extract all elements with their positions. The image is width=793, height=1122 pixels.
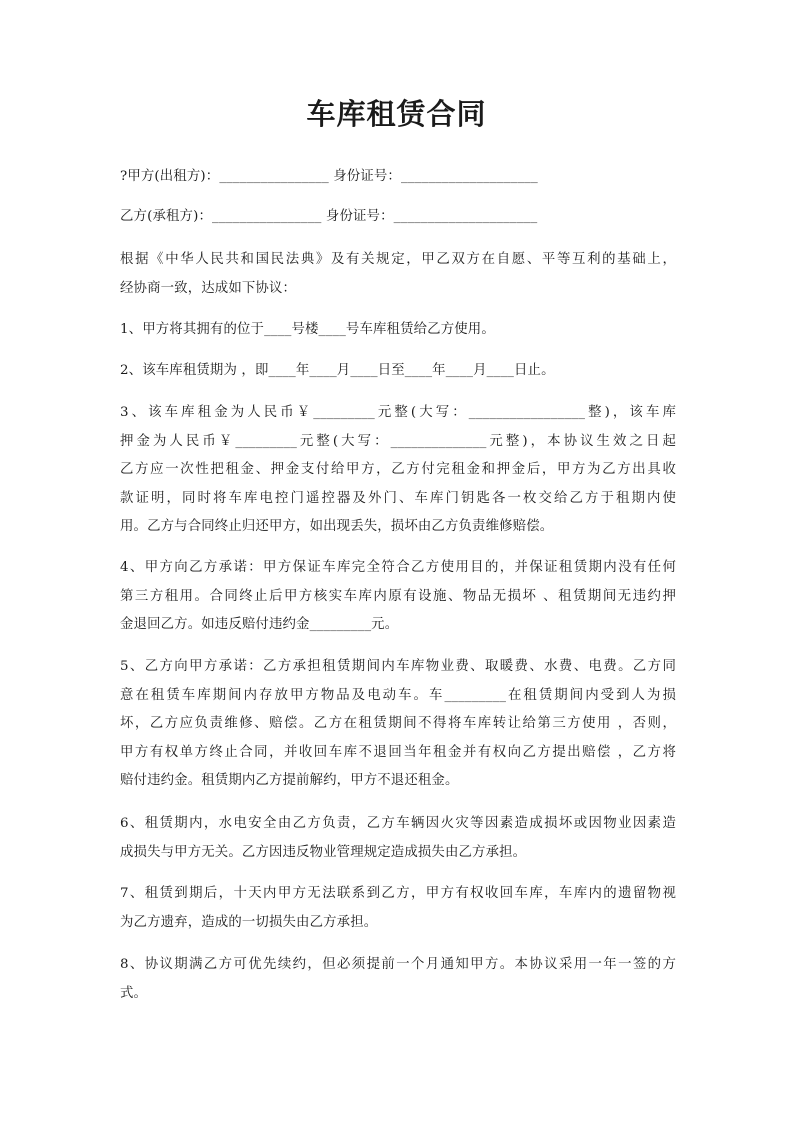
clause-line: 7、租赁到期后，十天内甲方无法联系到乙方，甲方有权收回车库，车库内的遗留物视 (120, 886, 676, 901)
clause-6 (120, 810, 676, 867)
party-a-text: ?甲方(出租方)：________________ 身份证号：____________________ (120, 169, 538, 184)
clause-7 (120, 880, 676, 937)
clause-2 (120, 357, 676, 386)
clause-line: 乙方应一次性把租金、押金支付给甲方，乙方付完租金和押金后，甲方为乙方出具收 (120, 462, 676, 477)
clause-5 (120, 653, 676, 796)
intro-line: 根据《中华人民共和国民法典》及有关规定，甲乙双方在自愿、平等互利的基础上， (120, 252, 676, 267)
clause-line: 款证明，同时将车库电控门遥控器及外门、车库门钥匙各一枚交给乙方于租期内使 (120, 490, 676, 506)
clause-line: 8、协议期满乙方可优先续约，但必须提前一个月通知甲方。本协议采用一年一签的方 (120, 957, 676, 972)
clause-line: 押金为人民币￥_________元整(大写：______________元整)，本协议生效之日起 (120, 433, 676, 449)
party-b-text: 乙方(承租方)：________________ 身份证号：_____________________ (120, 209, 538, 224)
clause-3 (120, 399, 676, 542)
clause-line: 2、该车库租赁期为 ，即____年____月____日至____年____月____日止。 (120, 363, 555, 378)
clause-line: 赔付违约金。租赁期内乙方提前解约，甲方不退还租金。 (120, 773, 459, 788)
clause-8 (120, 951, 676, 1008)
party-a-line (120, 163, 676, 192)
clause-line: 成损失与甲方无关。乙方因违反物业管理规定造成损失由乙方承担。 (120, 844, 527, 860)
clause-4 (120, 554, 676, 640)
clause-line: 甲方有权单方终止合同，并收回车库不退回当年租金并有权向乙方提出赔偿 ，乙方将 (120, 744, 676, 760)
clause-line: 为乙方遗弃，造成的一切损失由乙方承担。 (120, 914, 378, 930)
intro-paragraph (120, 246, 676, 303)
clause-line: 1、甲方将其拥有的位于____号楼____号车库租赁给乙方使用。 (120, 322, 495, 337)
clause-line: 3、该车库租金为人民币￥_________元整(大写：_________________整)，该车库 (120, 405, 676, 420)
clause-line: 4、甲方向乙方承诺：甲方保证车库完全符合乙方使用目的，并保证租赁期内没有任何 (120, 560, 676, 575)
party-b-line (120, 203, 676, 232)
intro-line: 经协商一致，达成如下协议： (120, 280, 297, 296)
clause-line: 5、乙方向甲方承诺：乙方承担租赁期间内车库物业费、取暖费、水费、电费。乙方同 (120, 659, 676, 674)
clause-line: 意在租赁车库期间内存放甲方物品及电动车。车_________在租赁期间内受到人为损 (120, 687, 676, 703)
document-title: 车库租赁合同 (306, 97, 487, 131)
clause-line: 第三方租用。合同终止后甲方核实车库内原有设施、物品无损坏 、租赁期间无违约押 (120, 588, 676, 604)
clause-line: 式。 (120, 985, 148, 1001)
clause-line: 坏，乙方应负责维修、赔偿。乙方在租赁期间不得将车库转让给第三方使用 ，否则， (120, 716, 676, 731)
clause-line: 6、租赁期内，水电安全由乙方负责，乙方车辆因火灾等因素造成损坏或因物业因素造 (120, 816, 676, 831)
clause-1 (120, 316, 676, 345)
clause-line: 用。乙方与合同终止归还甲方，如出现丢失，损坏由乙方负责维修赔偿。 (120, 519, 554, 534)
clause-line: 金退回乙方。如违反赔付违约金_________元。 (120, 617, 399, 632)
